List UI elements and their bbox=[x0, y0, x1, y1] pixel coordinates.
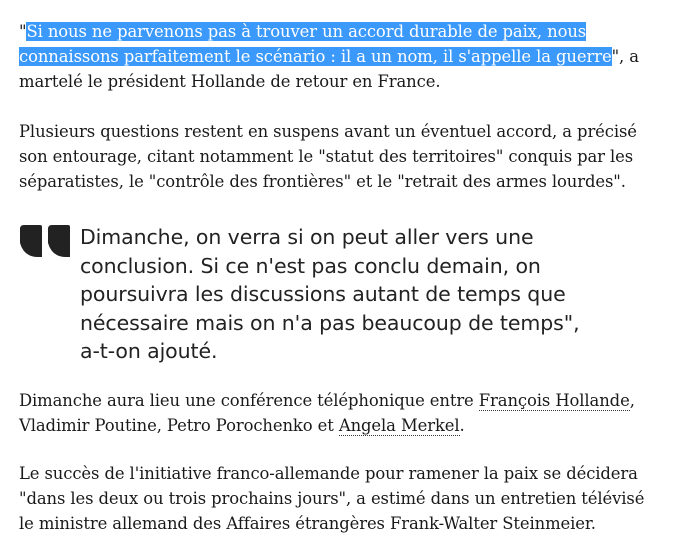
paragraph-text: . bbox=[459, 416, 465, 435]
paragraph-line: le ministre allemand des Affaires étrangères Frank-Walter Steinmeier. bbox=[19, 514, 596, 533]
link-angela-merkel[interactable]: Angela Merkel bbox=[338, 416, 460, 435]
paragraph-line: martelé le président Hollande de retour en France. bbox=[19, 72, 441, 91]
pull-quote-line: a-t-on ajouté. bbox=[80, 339, 218, 363]
pull-quote-line: poursuivra les discussions autant de temps que bbox=[80, 282, 566, 306]
paragraph-line: Le succès de l'initiative franco-allemande pour ramener la paix se décidera bbox=[19, 464, 638, 483]
selected-text-line-1[interactable]: Si nous ne parvenons pas à trouver un accord durable de paix, nous bbox=[26, 22, 587, 41]
open-quote: " bbox=[19, 22, 27, 41]
after-quote-text: ", a bbox=[611, 47, 639, 66]
link-francois-hollande[interactable]: François Hollande bbox=[478, 391, 630, 410]
pull-quote-line: conclusion. Si ce n'est pas conclu demain, on bbox=[80, 253, 541, 278]
paragraph-text: Vladimir Poutine, Petro Porochenko et bbox=[19, 416, 339, 435]
pull-quote-line: Dimanche, on verra si on peut aller vers une bbox=[80, 225, 534, 249]
pull-quote-line: nécessaire mais on n'a pas beaucoup de temps", bbox=[80, 310, 580, 335]
paragraph-questions[interactable] bbox=[19, 119, 659, 194]
paragraph-line: son entourage, citant notamment le "statut des territoires" conquis par les bbox=[19, 147, 634, 166]
paragraph-line: séparatistes, le "contrôle des frontières" et le "retrait des armes lourdes". bbox=[19, 172, 626, 191]
selected-text-line-2[interactable]: connaissons parfaitement le scénario : il a un nom, il s'appelle la guerre bbox=[19, 47, 612, 66]
paragraph-conference[interactable] bbox=[19, 388, 659, 438]
pull-quote[interactable] bbox=[80, 223, 640, 366]
paragraph-line: "dans les deux ou trois prochains jours", a estimé dans un entretien télévisé bbox=[19, 489, 645, 508]
paragraph-steinmeier[interactable] bbox=[19, 461, 659, 536]
paragraph-line: Plusieurs questions restent en suspens avant un éventuel accord, a précisé bbox=[19, 122, 637, 141]
paragraph-hollande-quote[interactable] bbox=[19, 19, 659, 94]
quote-icon bbox=[18, 223, 72, 259]
paragraph-text: , bbox=[629, 391, 635, 410]
paragraph-text: Dimanche aura lieu une conférence téléphonique entre bbox=[19, 391, 479, 410]
